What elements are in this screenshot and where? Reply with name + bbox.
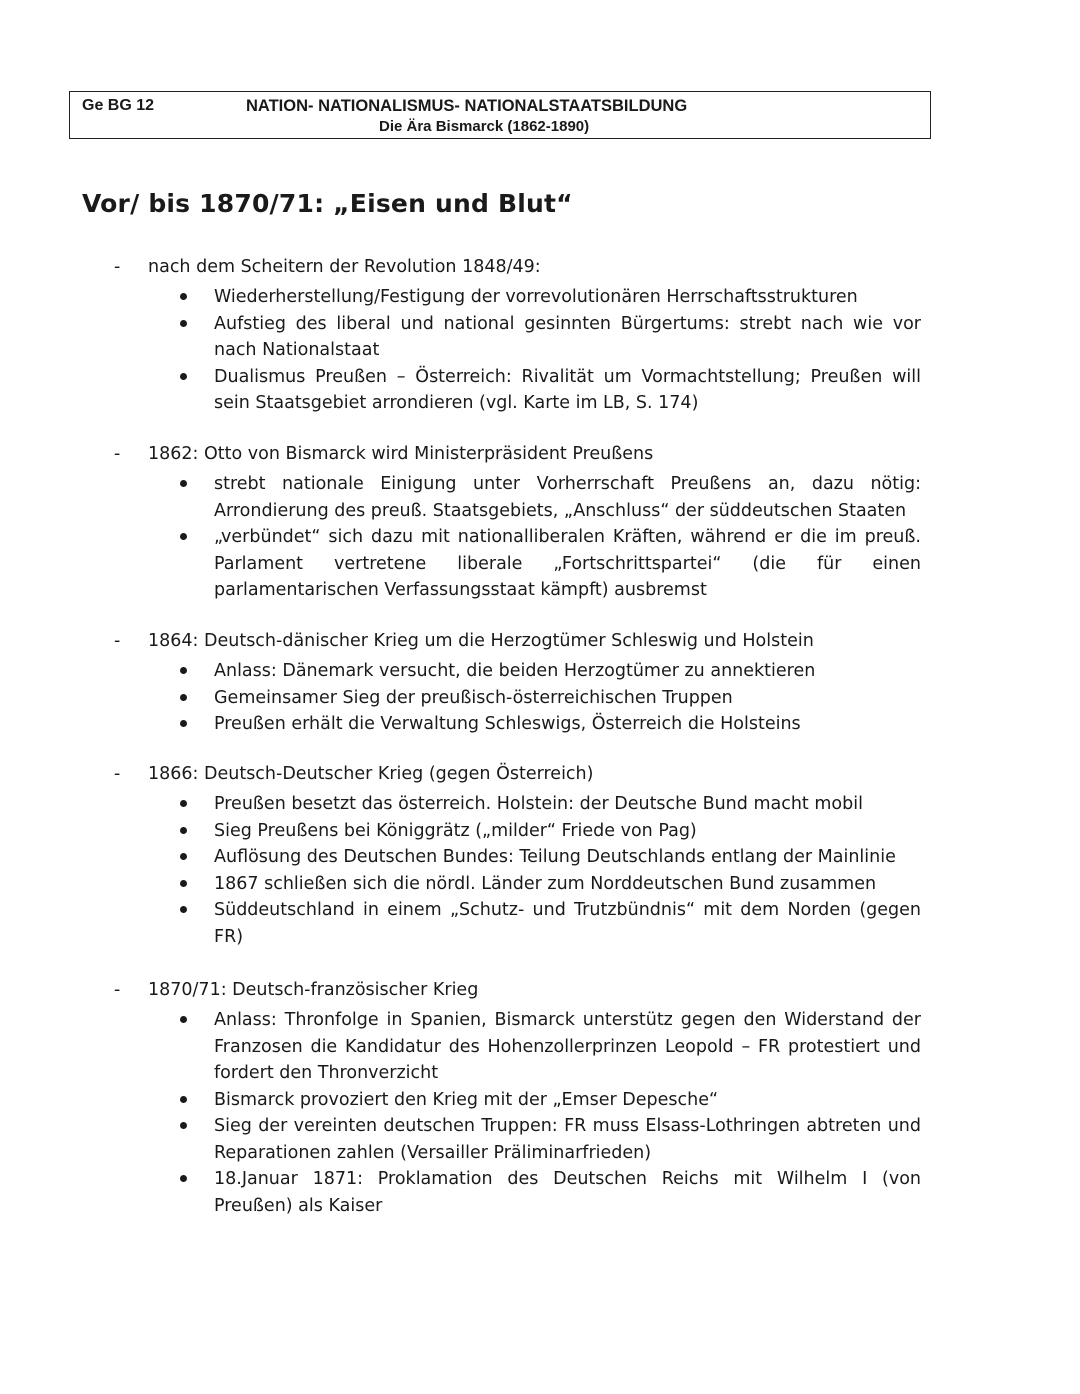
section-title: 1864: Deutsch-dänischer Krieg um die Herzogtümer Schleswig und Holstein bbox=[148, 631, 814, 651]
bullet-text: Anlass: Dänemark versucht, die beiden Herzogtümer zu annektieren bbox=[214, 661, 816, 681]
bullet-icon bbox=[180, 667, 187, 674]
section bbox=[0, 444, 1080, 604]
dash-marker: - bbox=[114, 631, 121, 651]
list-item bbox=[0, 311, 1080, 364]
dash-marker: - bbox=[114, 444, 121, 464]
dash-marker: - bbox=[114, 980, 121, 1000]
bullet-icon bbox=[180, 1122, 187, 1129]
list-item bbox=[0, 524, 1080, 604]
bullet-icon bbox=[180, 533, 187, 540]
list-item bbox=[0, 791, 1080, 818]
dash-marker: - bbox=[114, 257, 121, 277]
bullet-list bbox=[0, 471, 1080, 604]
list-item bbox=[0, 471, 1080, 524]
header-title: NATION- NATIONALISMUS- NATIONALSTAATSBILDUNG bbox=[246, 97, 688, 115]
bullet-text: „verbündet“ sich dazu mit nationalliberalen Kräften, während er die im preuß. Parlament vertretene liberale „Fortschrittspartei“ (die für einen parlamentarischen Verfassungsstaat kämpft) ausbremst bbox=[214, 527, 921, 600]
section bbox=[0, 257, 1080, 417]
section-title: 1862: Otto von Bismarck wird Ministerpräsident Preußens bbox=[148, 444, 654, 464]
bullet-text: Sieg der vereinten deutschen Truppen: FR muss Elsass-Lothringen abtreten und Reparationen zahlen (Versailler Präliminarfrieden) bbox=[214, 1116, 921, 1163]
bullet-text: Sieg Preußens bei Königgrätz („milder“ Friede von Pag) bbox=[214, 820, 697, 841]
section bbox=[0, 980, 1080, 1219]
bullet-text: strebt nationale Einigung unter Vorherrschaft Preußens an, dazu nötig: Arrondierung des preuß. Staatsgebiets, „Anschluss“ der süddeutschen Staaten bbox=[214, 474, 921, 521]
list-item bbox=[0, 284, 1080, 311]
page-heading: Vor/ bis 1870/71: „Eisen und Blut“ bbox=[82, 189, 573, 218]
section-title: nach dem Scheitern der Revolution 1848/49: bbox=[148, 257, 541, 277]
list-item bbox=[0, 685, 1080, 712]
bullet-icon bbox=[180, 1016, 187, 1023]
list-item bbox=[0, 658, 1080, 685]
bullet-text: Preußen erhält die Verwaltung Schleswigs, Österreich die Holsteins bbox=[214, 714, 801, 734]
document-header bbox=[69, 91, 931, 139]
bullet-icon bbox=[180, 906, 187, 913]
bullet-text: Preußen besetzt das österreich. Holstein: der Deutsche Bund macht mobil bbox=[214, 794, 863, 814]
bullet-icon bbox=[180, 880, 187, 887]
section bbox=[0, 764, 1080, 950]
bullet-icon bbox=[180, 853, 187, 860]
section bbox=[0, 631, 1080, 738]
bullet-text: Dualismus Preußen – Österreich: Rivalität um Vormachtstellung; Preußen will sein Staatsgebiet arrondieren (vgl. Karte im LB, S. 174) bbox=[214, 366, 921, 413]
bullet-text: Auflösung des Deutschen Bundes: Teilung Deutschlands entlang der Mainlinie bbox=[214, 847, 896, 867]
bullet-list bbox=[0, 791, 1080, 950]
course-code: Ge BG 12 bbox=[82, 97, 155, 114]
bullet-text: 18.Januar 1871: Proklamation des Deutschen Reichs mit Wilhelm I (von Preußen) als Kaiser bbox=[214, 1169, 921, 1216]
dash-marker: - bbox=[114, 764, 121, 784]
bullet-text: Gemeinsamer Sieg der preußisch-österreichischen Truppen bbox=[214, 687, 733, 708]
bullet-text: Aufstieg des liberal und national gesinnten Bürgertums: strebt nach wie vor nach Nationalstaat bbox=[214, 313, 921, 360]
list-item bbox=[0, 1113, 1080, 1166]
bullet-icon bbox=[180, 1175, 187, 1182]
bullet-list bbox=[0, 1007, 1080, 1219]
list-item bbox=[0, 871, 1080, 898]
bullet-text: Anlass: Thronfolge in Spanien, Bismarck unterstütz gegen den Widerstand der Franzosen die Kandidatur des Hohenzollerprinzen Leopold – FR protestiert und fordert den Thronverzicht bbox=[214, 1010, 921, 1083]
list-item bbox=[0, 897, 1080, 950]
bullet-list bbox=[0, 658, 1080, 738]
list-item bbox=[0, 844, 1080, 871]
list-item bbox=[0, 818, 1080, 845]
header-subtitle: Die Ära Bismarck (1862-1890) bbox=[379, 118, 590, 135]
bullet-list bbox=[0, 284, 1080, 417]
section-title: 1870/71: Deutsch-französischer Krieg bbox=[148, 980, 479, 1000]
list-item bbox=[0, 711, 1080, 738]
section-title: 1866: Deutsch-Deutscher Krieg (gegen Österreich) bbox=[148, 764, 594, 784]
list-item bbox=[0, 364, 1080, 417]
bullet-icon bbox=[180, 694, 187, 701]
bullet-icon bbox=[180, 480, 187, 487]
list-item bbox=[0, 1087, 1080, 1114]
bullet-icon bbox=[180, 1096, 187, 1103]
bullet-text: Süddeutschland in einem „Schutz- und Trutzbündnis“ mit dem Norden (gegen FR) bbox=[214, 900, 921, 947]
bullet-icon bbox=[180, 293, 187, 300]
list-item bbox=[0, 1166, 1080, 1219]
bullet-text: 1867 schließen sich die nördl. Länder zum Norddeutschen Bund zusammen bbox=[214, 873, 877, 894]
list-item bbox=[0, 1007, 1080, 1087]
bullet-icon bbox=[180, 320, 187, 327]
bullet-text: Bismarck provoziert den Krieg mit der „Emser Depesche“ bbox=[214, 1089, 719, 1110]
bullet-icon bbox=[180, 373, 187, 380]
bullet-icon bbox=[180, 800, 187, 807]
bullet-text: Wiederherstellung/Festigung der vorrevolutionären Herrschaftsstrukturen bbox=[214, 287, 858, 307]
bullet-icon bbox=[180, 827, 187, 834]
bullet-icon bbox=[180, 720, 187, 727]
